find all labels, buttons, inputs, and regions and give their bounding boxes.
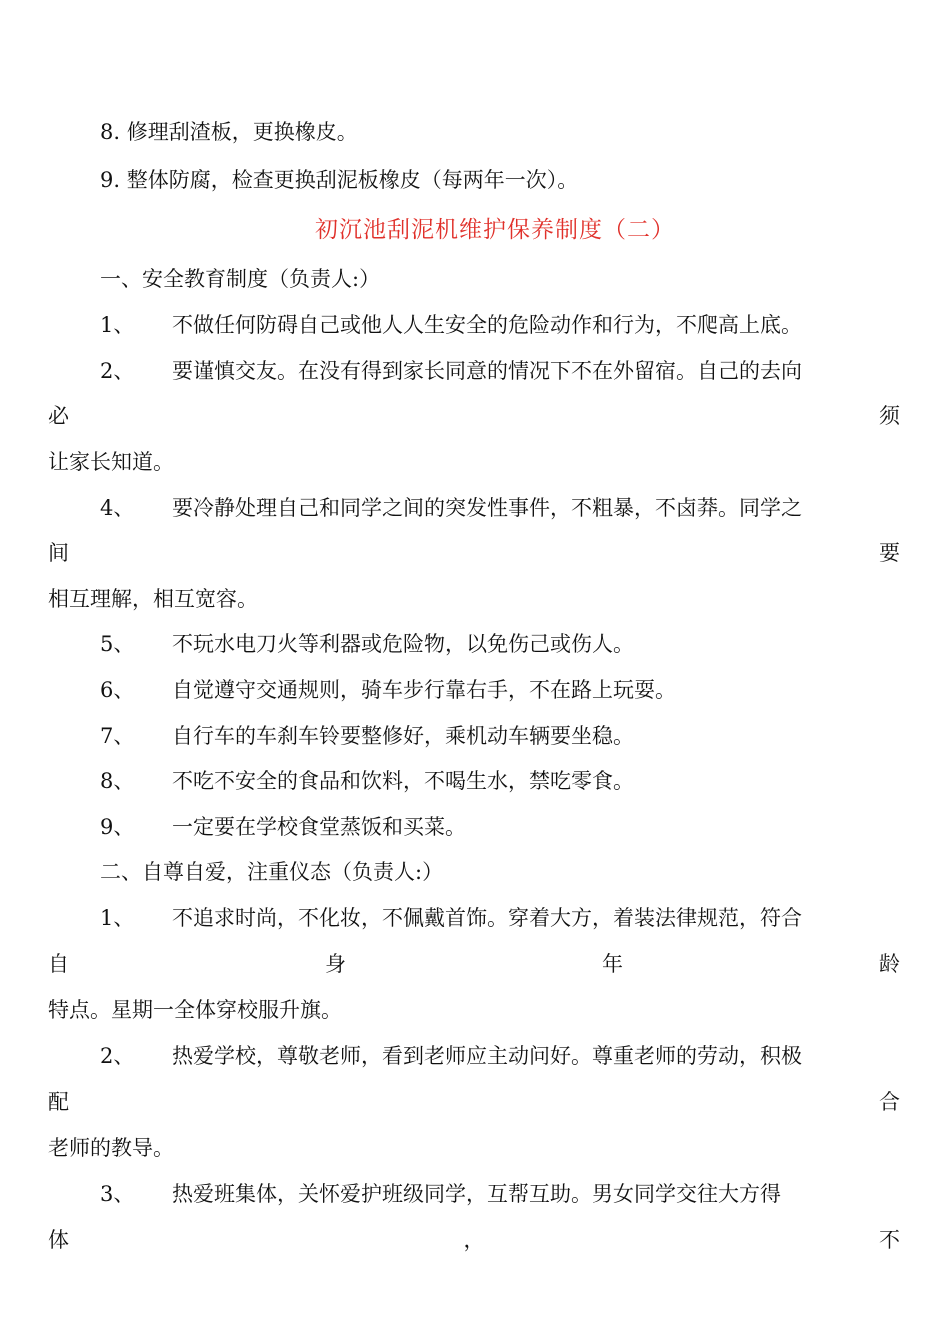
section-heading: 一、安全教育制度（负责人:）	[100, 267, 381, 291]
text-fragment: 要	[879, 541, 900, 565]
section-heading: 二、自尊自爱，注重仪态（负责人:）	[100, 860, 444, 884]
item-text: 自行车的车刹车铃要整修好，乘机动车辆要坐稳。	[172, 724, 634, 748]
list-item	[48, 494, 900, 522]
item-text: 整体防腐，检查更换刮泥板橡皮（每两年一次）。	[126, 168, 579, 192]
continuation-line: 特点。星期一全体穿校服升旗。	[48, 998, 342, 1022]
text-fragment: 年	[602, 952, 623, 976]
item-number: 3、	[100, 1182, 135, 1206]
item-text: 不做任何防碍自己或他人人生安全的危险动作和行为，不爬高上底。	[172, 313, 802, 337]
text-fragment: 须	[879, 404, 900, 428]
justified-line	[48, 402, 900, 430]
justified-line	[48, 950, 900, 978]
item-number: 4、	[100, 496, 135, 520]
item-text: 要谨慎交友。在没有得到家长同意的情况下不在外留宿。自己的去向	[172, 359, 802, 383]
justified-line	[48, 1226, 900, 1254]
list-item	[48, 767, 900, 795]
item-number: 8、	[100, 769, 135, 793]
item-text: 一定要在学校食堂蒸饭和买菜。	[172, 815, 466, 839]
item-text: 热爱班集体，关怀爱护班级同学，互帮互助。男女同学交往大方得	[172, 1182, 781, 1206]
list-item	[48, 1042, 900, 1070]
item-number: 5、	[100, 632, 135, 656]
list-item	[48, 630, 900, 658]
list-item	[48, 722, 900, 750]
item-number: 2、	[100, 359, 135, 383]
text-fragment: ，	[463, 1228, 485, 1252]
item-number: 1、	[100, 313, 135, 337]
item-number: 9、	[100, 815, 135, 839]
list-item	[48, 904, 900, 932]
item-text: 修理刮渣板，更换橡皮。	[126, 120, 358, 144]
text-fragment: 不	[879, 1228, 900, 1252]
item-text: 热爱学校，尊敬老师，看到老师应主动问好。尊重老师的劳动，积极	[172, 1044, 802, 1068]
item-number: 1、	[100, 906, 135, 930]
item-text: 要冷静处理自己和同学之间的突发性事件，不粗暴，不卤莽。同学之	[172, 496, 802, 520]
item-text: 自觉遵守交通规则，骑车步行靠右手，不在路上玩耍。	[172, 678, 676, 702]
text-fragment: 必	[48, 404, 69, 428]
justified-line	[48, 1088, 900, 1116]
justified-line	[48, 539, 900, 567]
list-item	[48, 813, 900, 841]
item-text: 不追求时尚，不化妆，不佩戴首饰。穿着大方，着装法律规范，符合	[172, 906, 802, 930]
section-title: 初沉池刮泥机维护保养制度（二）	[315, 217, 675, 243]
continuation-line: 让家长知道。	[48, 450, 174, 474]
text-fragment: 自	[48, 952, 69, 976]
list-item	[48, 1180, 900, 1208]
item-number: 6、	[100, 678, 135, 702]
item-number: 2、	[100, 1044, 135, 1068]
list-item	[48, 357, 900, 385]
text-fragment: 配	[48, 1090, 69, 1114]
continuation-line: 相互理解，相互宽容。	[48, 587, 258, 611]
list-item	[48, 118, 900, 146]
text-fragment: 间	[48, 541, 69, 565]
item-text: 不玩水电刀火等利器或危险物，以免伤己或伤人。	[172, 632, 634, 656]
text-fragment: 身	[325, 952, 346, 976]
continuation-line: 老师的教导。	[48, 1136, 174, 1160]
list-item	[48, 676, 900, 704]
text-fragment: 合	[879, 1090, 900, 1114]
item-number: 7、	[100, 724, 135, 748]
list-item	[48, 311, 900, 339]
item-number: 9.	[100, 168, 121, 192]
text-fragment: 体	[48, 1228, 69, 1252]
item-number: 8.	[100, 120, 121, 144]
text-fragment: 龄	[879, 952, 900, 976]
item-text: 不吃不安全的食品和饮料，不喝生水，禁吃零食。	[172, 769, 634, 793]
list-item	[48, 166, 900, 194]
